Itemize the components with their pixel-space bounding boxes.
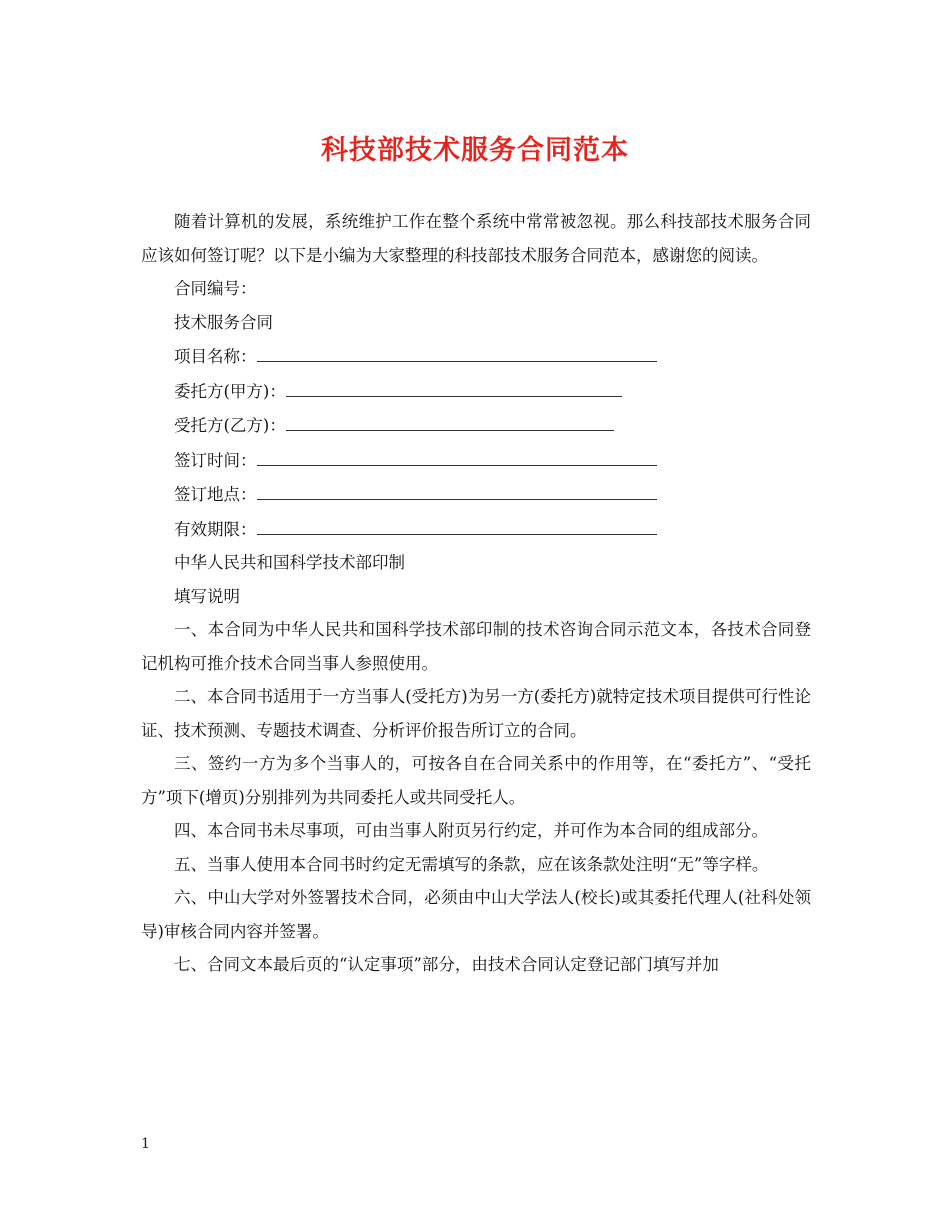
intro-paragraph: 随着计算机的发展，系统维护工作在整个系统中常常被忽视。那么科技部技术服务合同应该如何签订呢？以下是小编为大家整理的科技部技术服务合同范本，感谢您的阅读。 (141, 212, 811, 265)
instruction-item: 二、本合同书适用于一方当事人(受托方)为另一方(委托方)就特定技术项目提供可行性论证、技术预测、专题技术调查、分析评价报告所订立的合同。 (141, 687, 811, 740)
instruction-item: 三、签约一方为多个当事人的，可按各自在合同关系中的作用等，在“委托方”、“受托方”项下(增页)分别排列为共同委托人或共同受托人。 (141, 754, 811, 807)
fill-in-blank (286, 408, 614, 431)
field-label: 有效期限： (174, 519, 257, 539)
field-sign-date (141, 443, 811, 478)
instruction-item: 六、中山大学对外签署技术合同，必须由中山大学法人(校长)或其委托代理人(社科处领导)审核合同内容并签署。 (141, 888, 811, 941)
fill-in-blank (257, 339, 657, 362)
page-number: 1 (141, 1136, 150, 1152)
instruction-item: 五、当事人使用本合同书时约定无需填写的条款，应在该条款处注明“无”等字样。 (174, 854, 769, 874)
field-contractor (141, 408, 811, 443)
instruction-item: 七、合同文本最后页的“认定事项”部分，由技术合同认定登记部门填写并加 (174, 955, 719, 974)
instruction-item: 四、本合同书未尽事项，可由当事人附页另行约定，并可作为本合同的组成部分。 (174, 821, 768, 840)
fill-in-blank (257, 477, 657, 500)
contract-type: 技术服务合同 (174, 312, 273, 332)
field-label: 受托方(乙方)： (174, 416, 286, 435)
document-body (141, 205, 811, 982)
contract-number-label: 合同编号： (174, 279, 257, 298)
instruction-item: 一、本合同为中华人民共和国科学技术部印制的技术咨询合同示范文本，各技术合同登记机构可推介技术合同当事人参照使用。 (141, 620, 811, 673)
field-label: 项目名称： (174, 347, 257, 366)
field-label: 签订时间： (174, 450, 257, 470)
field-client (141, 374, 811, 409)
printer-line: 中华人民共和国科学技术部印制 (174, 553, 405, 572)
instructions-heading: 填写说明 (174, 586, 240, 606)
field-validity (141, 512, 811, 547)
fill-in-blank (257, 443, 657, 466)
fill-in-blank (286, 374, 622, 397)
field-label: 委托方(甲方)： (174, 381, 286, 401)
field-sign-place (141, 477, 811, 512)
field-project-name (141, 339, 811, 374)
document-title: 科技部技术服务合同范本 (321, 135, 629, 166)
fill-in-blank (257, 512, 657, 535)
field-label: 签订地点： (174, 485, 257, 504)
